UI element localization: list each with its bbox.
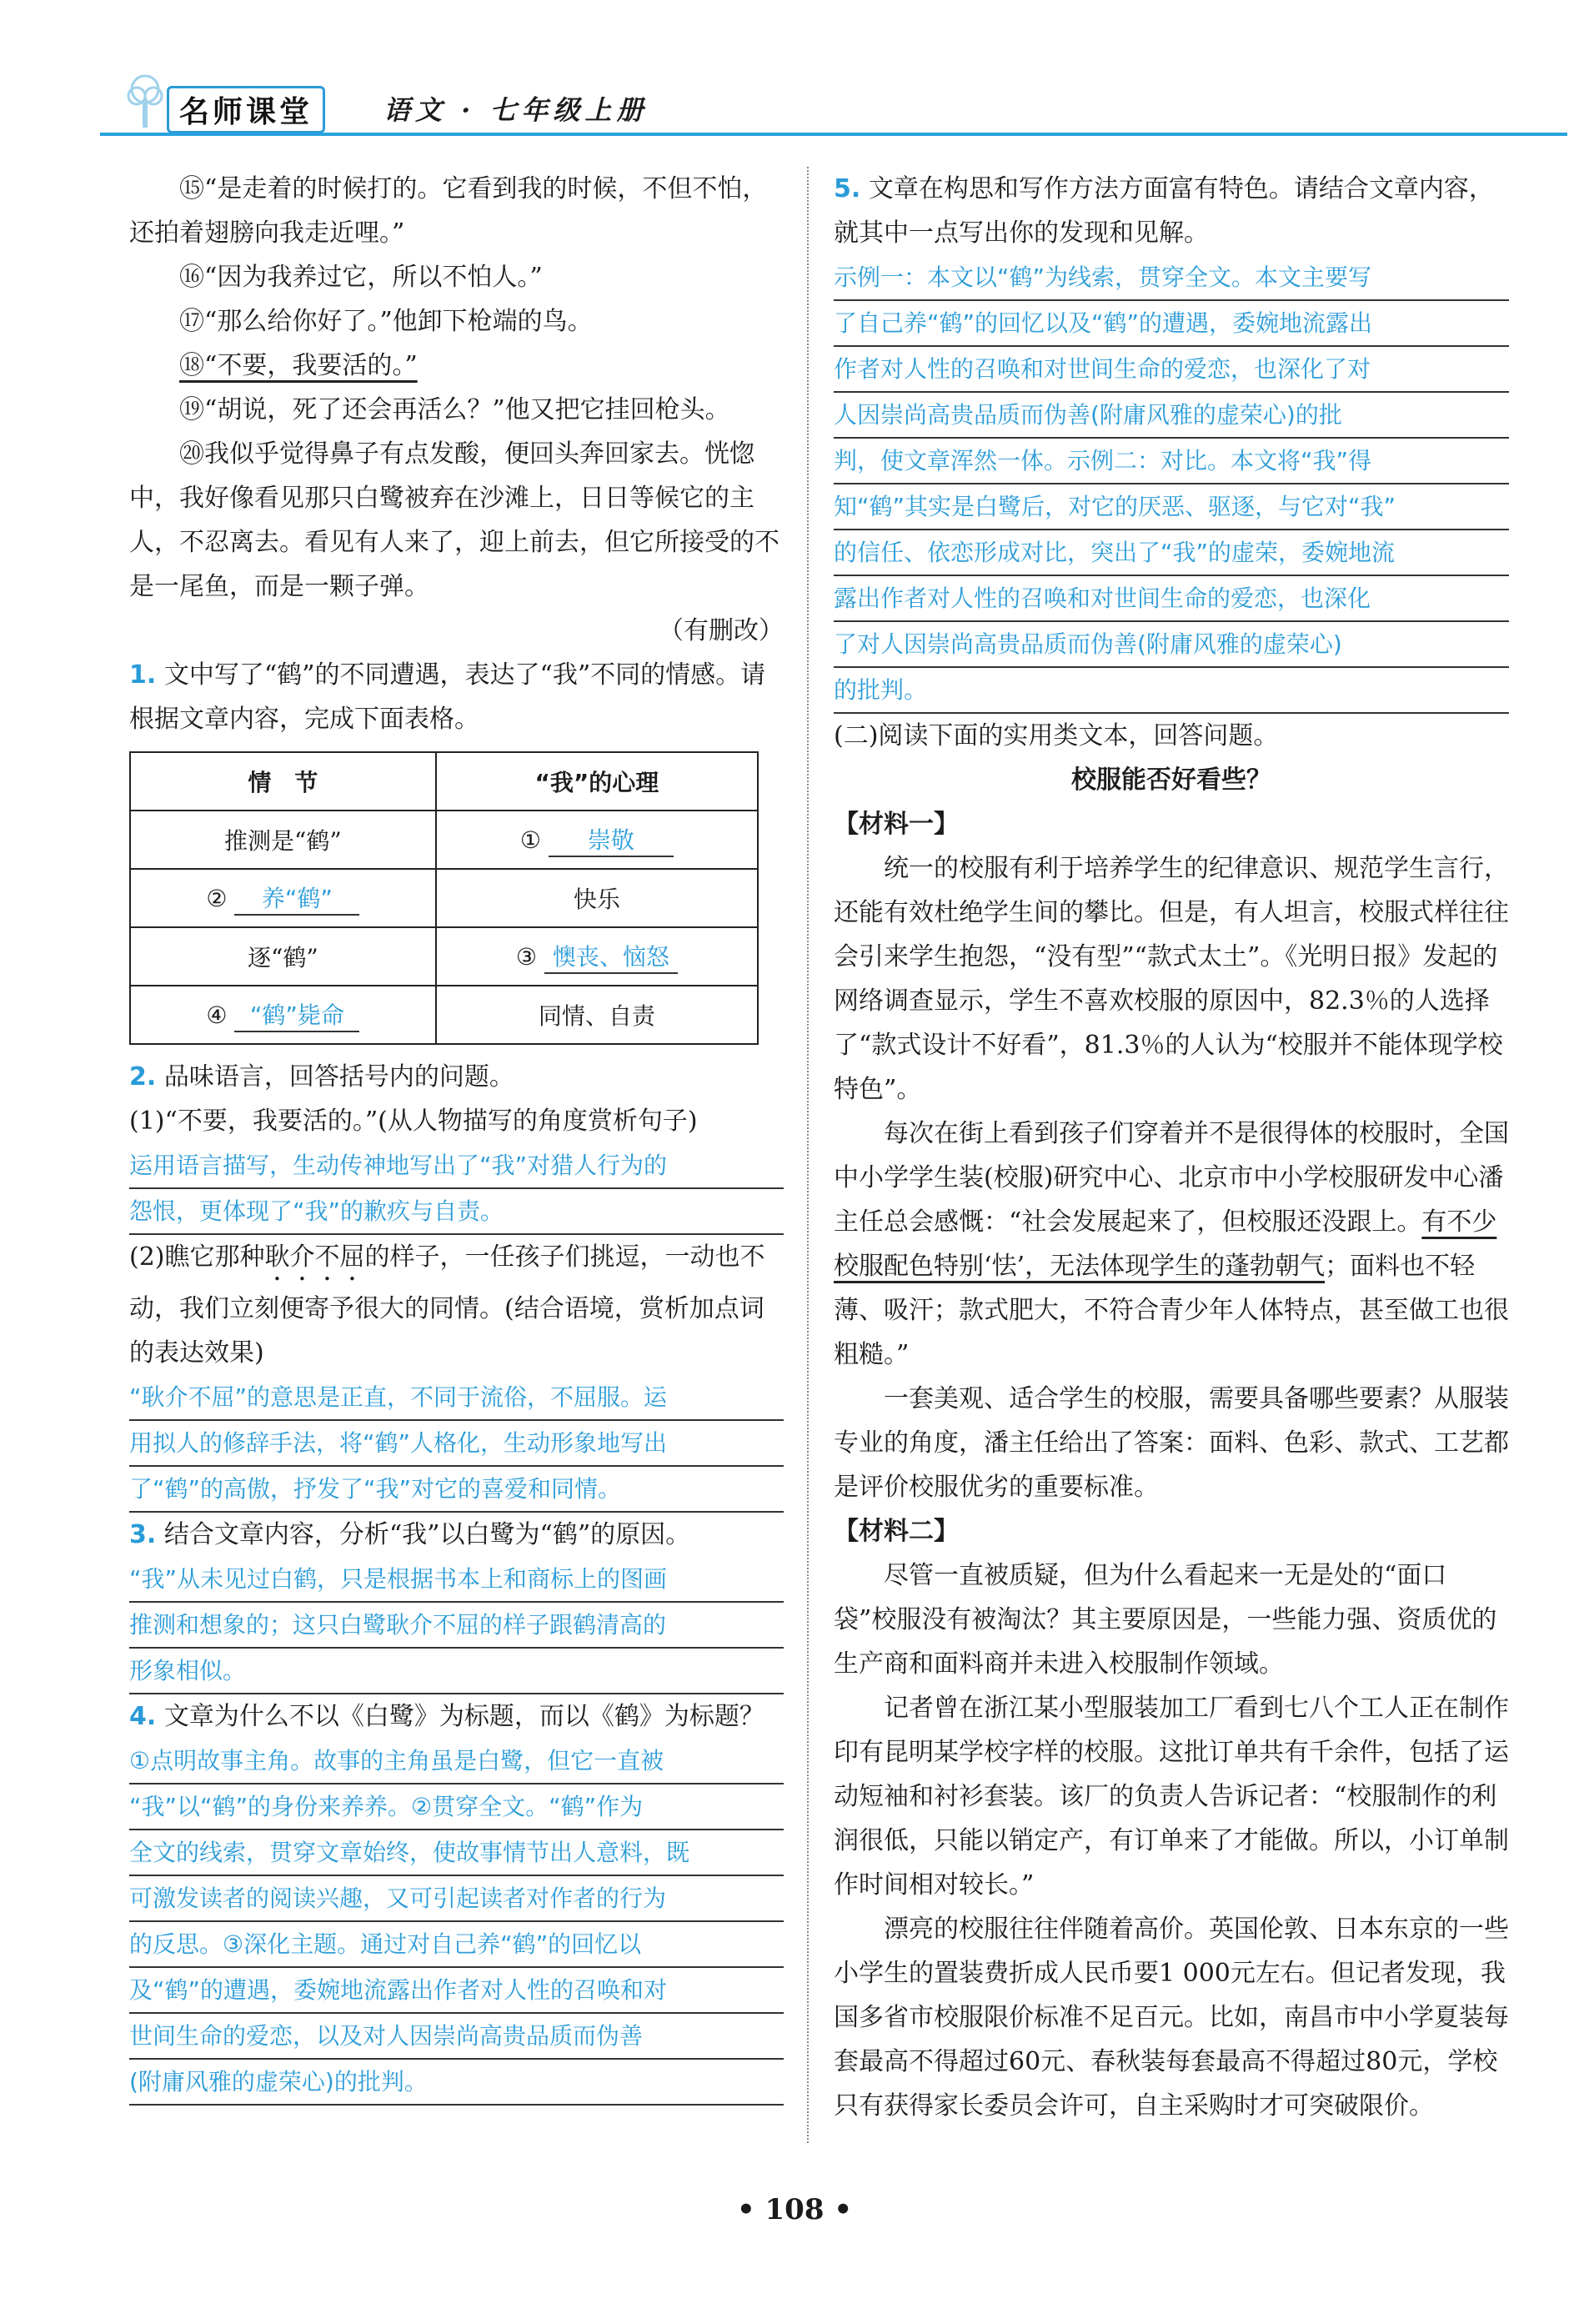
table-cell: 推测是“鹤” [130, 811, 436, 869]
brand-title: 名师课堂 [167, 86, 325, 133]
question-1 [129, 653, 784, 741]
sub-question: (2)瞧它那种耿介不屈的样子，一任孩子们挑逗，一动也不动，我们立刻便寄予很大的同情。(结合语境，赏析加点词的表达效果) [129, 1242, 765, 1368]
answer-line: 的批判。 [834, 668, 1509, 714]
table-row [130, 811, 758, 869]
question-text: 文章在构思和写作方法方面富有特色。请结合文章内容，就其中一点写出你的发现和见解。 [834, 174, 1494, 248]
answer-fill: “鹤”毙命 [234, 997, 359, 1032]
question-3 [129, 1513, 784, 1557]
table-cell: 同情、自责 [436, 986, 758, 1044]
question-number: 2. [129, 1062, 157, 1092]
dotted-word: 耿介不屈 [264, 1242, 365, 1272]
answer-line: (附庸风雅的虚荣心)的批判。 [129, 2060, 784, 2106]
page-header [100, 71, 1567, 138]
answer-line: “我”以“鹤”的身份来养养。②贯穿全文。“鹤”作为 [129, 1784, 784, 1830]
story-paragraph: ⑱“不要，我要活的。” [179, 351, 418, 380]
answer-fill: 崇敬 [549, 822, 674, 857]
answer-line: 作者对人性的召唤和对世间生命的爱恋，也深化了对 [834, 347, 1509, 393]
article-title: 校服能否好看些？ [1071, 765, 1271, 795]
material-paragraph: 一套美观、适合学生的校服，需要具备哪些要素？从服装专业的角度，潘主任给出了答案：面料、色彩、款式、工艺都是评价校服优劣的重要标准。 [834, 1384, 1509, 1502]
story-paragraph: ⑳我似乎觉得鼻子有点发酸，便回头奔回家去。恍惚中，我好像看见那只白鹭被弃在沙滩上，日日等候它的主人，不忍离去。看见有人来了，迎上前去，但它所接受的不是一尾鱼，而是一颗子弹。 [129, 439, 779, 601]
answer-line: 了“鹤”的高傲，抒发了“我”对它的喜爱和同情。 [129, 1467, 784, 1513]
answer-line: 形象相似。 [129, 1649, 784, 1694]
table-cell: ④ “鹤”毙命 [130, 986, 436, 1044]
table-cell: ③ 懊丧、恼怒 [436, 927, 758, 986]
question-5 [834, 167, 1509, 255]
question-text: 文章为什么不以《白鹭》为标题，而以《鹤》为标题？ [163, 1702, 764, 1731]
source-note: （有删改） [659, 616, 784, 645]
answer-line: 人因崇尚高贵品质而伪善(附庸风雅的虚荣心)的批 [834, 393, 1509, 439]
answer-line: 可激发读者的阅读兴趣，又可引起读者对作者的行为 [129, 1876, 784, 1922]
material-paragraph: 每次在街上看到孩子们穿着并不是很得体的校服时，全国中小学学生装(校服)研究中心、北京市中小学校服研发中心潘主任总会感慨：“社会发展起来了，但校服还没跟上。有不少校服配色特别‘怯’，无法体现学生的蓬勃朝气；面料也不轻薄、吸汗；款式肥大，不符合青少年人体特点，甚至做工也很粗糙。” [834, 1119, 1509, 1369]
material-label: 【材料一】 [834, 810, 959, 839]
answer-line: 示例一：本文以“鹤”为线索，贯穿全文。本文主要写 [834, 255, 1509, 301]
question-number: 1. [129, 660, 157, 690]
question-text: 文中写了“鹤”的不同遭遇，表达了“我”不同的情感。请根据文章内容，完成下面表格。 [129, 660, 766, 734]
plot-feeling-table [129, 751, 759, 1045]
answer-line: “我”从未见过白鹤，只是根据书本上和商标上的图画 [129, 1557, 784, 1603]
story-paragraph: ⑲“胡说，死了还会再活么？”他又把它挂回枪头。 [179, 395, 730, 424]
table-row [130, 869, 758, 927]
answer-fill: 养“鹤” [234, 881, 359, 916]
header-rule [100, 133, 1567, 136]
question-text: 结合文章内容，分析“我”以白鹭为“鹤”的原因。 [163, 1520, 691, 1549]
answer-line: 的信任、依恋形成对比，突出了“我”的虚荣，委婉地流 [834, 530, 1509, 576]
left-column [129, 167, 784, 2106]
answer-line: 运用语言描写，生动传神地写出了“我”对猎人行为的 [129, 1143, 784, 1189]
underlined-sentence: 有不少校服配色特别‘怯’，无法体现学生的蓬勃朝气 [834, 1207, 1497, 1281]
sub-question: (1)“不要，我要活的。”(从人物描写的角度赏析句子) [129, 1107, 698, 1136]
answer-fill: 懊丧、恼怒 [544, 939, 678, 974]
material-paragraph: 统一的校服有利于培养学生的纪律意识、规范学生言行，还能有效杜绝学生间的攀比。但是，有人坦言，校服式样往往会引来学生抱怨，“没有型”“款式太土”。《光明日报》发起的网络调查显示，学生不喜欢校服的原因中，82.3％的人选择了“款式设计不好看”，81.3％的人认为“校服并不能体现学校特色”。 [834, 854, 1509, 1104]
question-4 [129, 1694, 784, 1739]
table-cell: 快乐 [436, 869, 758, 927]
subject-title: 语文 · 七年级上册 [383, 94, 649, 126]
answer-line: 用拟人的修辞手法，将“鹤”人格化，生动形象地写出 [129, 1421, 784, 1467]
answer-line: 怨恨，更体现了“我”的歉疚与自责。 [129, 1189, 784, 1235]
story-paragraph: ⑰“那么给你好了。”他卸下枪端的鸟。 [179, 307, 593, 336]
answer-line: 判，使文章浑然一体。示例二：对比。本文将“我”得 [834, 439, 1509, 484]
material-label: 【材料二】 [834, 1517, 959, 1546]
question-number: 5. [834, 174, 861, 203]
answer-line: 的反思。③深化主题。通过对自己养“鹤”的回忆以 [129, 1922, 784, 1968]
table-header: 情 节 [130, 752, 436, 811]
table-row [130, 927, 758, 986]
story-paragraph: ⑮“是走着的时候打的。它看到我的时候，不但不怕，还拍着翅膀向我走近哩。” [129, 174, 768, 248]
question-2 [129, 1055, 784, 1099]
question-number: 4. [129, 1702, 157, 1731]
right-column [834, 167, 1509, 2128]
material-paragraph: 尽管一直被质疑，但为什么看起来一无是处的“面口袋”校服没有被淘汰？其主要原因是，一些能力强、资质优的生产商和面料商并未进入校服制作领域。 [834, 1561, 1497, 1679]
tree-logo-icon [120, 71, 170, 131]
answer-line: 及“鹤”的遭遇，委婉地流露出作者对人性的召唤和对 [129, 1968, 784, 2014]
story-paragraph: ⑯“因为我养过它，所以不怕人。” [179, 263, 543, 292]
answer-line: “耿介不屈”的意思是正直，不同于流俗，不屈服。运 [129, 1375, 784, 1421]
material-paragraph: 漂亮的校服往往伴随着高价。英国伦敦、日本东京的一些小学生的置装费折成人民币要1 000元左右。但记者发现，我国多省市校服限价标准不足百元。比如，南昌市中小学夏装每套最高不得超过60元、春秋装每套最高不得超过80元，学校只有获得家长委员会许可，自主采购时才可突破限价。 [834, 1915, 1509, 2121]
question-text: 品味语言，回答括号内的问题。 [163, 1062, 514, 1092]
column-divider [807, 167, 809, 2143]
table-cell: ② 养“鹤” [130, 869, 436, 927]
answer-line: 了自己养“鹤”的回忆以及“鹤”的遭遇，委婉地流露出 [834, 301, 1509, 347]
answer-line: 全文的线索，贯穿文章始终，使故事情节出人意料，既 [129, 1830, 784, 1876]
answer-line: ①点明故事主角。故事的主角虽是白鹭，但它一直被 [129, 1739, 784, 1784]
answer-line: 了对人因崇尚高贵品质而伪善(附庸风雅的虚荣心) [834, 622, 1509, 668]
material-paragraph: 记者曾在浙江某小型服装加工厂看到七八个工人正在制作印有昆明某学校字样的校服。这批订单共有千余件，包括了运动短袖和衬衫套装。该厂的负责人告诉记者：“校服制作的利润很低，只能以销定产，有订单来了才能做。所以，小订单制作时间相对较长。” [834, 1694, 1509, 1900]
table-cell: 逐“鹤” [130, 927, 436, 986]
question-number: 3. [129, 1520, 157, 1549]
section-heading: (二)阅读下面的实用类文本，回答问题。 [834, 721, 1279, 750]
table-row [130, 986, 758, 1044]
page-number: • 108 • [736, 2193, 853, 2226]
answer-line: 露出作者对人性的召唤和对世间生命的爱恋，也深化 [834, 576, 1509, 622]
table-header: “我”的心理 [436, 752, 758, 811]
table-cell: ① 崇敬 [436, 811, 758, 869]
answer-line: 世间生命的爱恋，以及对人因崇尚高贵品质而伪善 [129, 2014, 784, 2060]
answer-line: 知“鹤”其实是白鹭后，对它的厌恶、驱逐，与它对“我” [834, 484, 1509, 530]
answer-line: 推测和想象的；这只白鹭耿介不屈的样子跟鹤清高的 [129, 1603, 784, 1649]
